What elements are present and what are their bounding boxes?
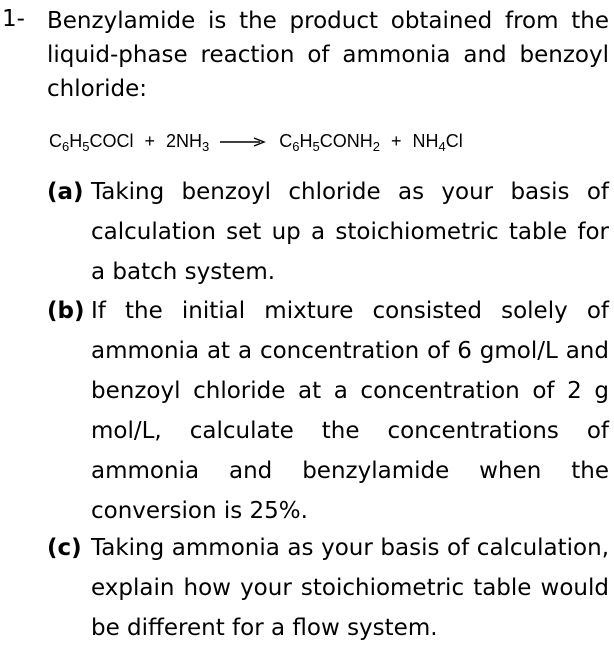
part-label: (b)	[47, 298, 85, 324]
part-text: Taking benzoyl chloride as your basis of calculation set up a stoichiometric table for a batch system.	[91, 179, 609, 285]
plus-sign: +	[144, 131, 155, 151]
reactant-ammonia: $2NH_3$	[166, 131, 210, 154]
question-intro: Benzylamide is the product obtained from the liquid-phase reaction of ammonia and benzoyl chloride:	[47, 8, 609, 102]
part-text: Taking ammonia as your basis of calculation, explain how your stoichiometric table would be different for a flow system.	[91, 535, 609, 641]
part-b	[47, 291, 609, 531]
part-a	[47, 172, 609, 292]
part-label: (a)	[47, 179, 84, 205]
part-text: If the initial mixture consisted solely of ammonia at a concentration of 6 gmol/L and benzoyl chloride at a concentration of 2 g mol/L, calculate the concentrations of ammonia and benzylamide when the conversion is 25%.	[91, 298, 609, 524]
part-label: (c)	[47, 535, 82, 561]
question-number: 1-	[2, 6, 25, 32]
reactant-benzoyl-chloride: $C_6H_5COCl$	[49, 131, 134, 154]
right-arrow-icon	[220, 135, 266, 149]
product-benzylamide: $C_6H_5CONH_2$	[279, 131, 380, 154]
plus-sign: +	[391, 131, 402, 151]
chemical-equation	[49, 128, 589, 158]
part-c	[47, 528, 609, 648]
product-ammonium-chloride: $NH_4Cl$	[412, 131, 463, 154]
